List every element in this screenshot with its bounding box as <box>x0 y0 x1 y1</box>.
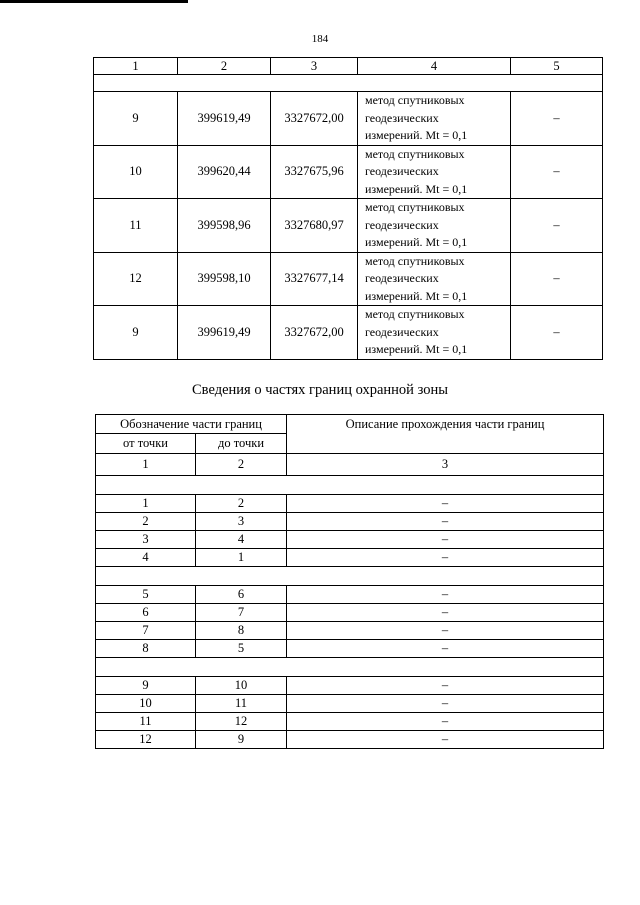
from-point-cell: 2 <box>96 513 196 531</box>
to-point-cell: 8 <box>196 622 287 640</box>
point-number-cell: 9 <box>94 92 178 146</box>
boundary-part-row <box>96 495 604 513</box>
separator-cell <box>96 476 604 495</box>
boundary-part-row <box>96 731 604 749</box>
boundary-part-row <box>96 695 604 713</box>
to-point-cell: 12 <box>196 713 287 731</box>
from-point-cell: 7 <box>96 622 196 640</box>
page-number: 184 <box>311 33 329 45</box>
description-cell: – <box>287 695 604 713</box>
boundary-part-row <box>96 640 604 658</box>
column-number: 5 <box>511 58 603 75</box>
section-title: Сведения о частях границ охранной зоны <box>192 382 448 398</box>
to-point-cell: 1 <box>196 549 287 567</box>
method-line: метод спутниковых <box>365 307 465 321</box>
separator-row <box>94 75 603 92</box>
coordinate-row <box>94 145 603 199</box>
column-number: 2 <box>196 454 287 476</box>
boundary-part-row <box>96 622 604 640</box>
boundary-part-row <box>96 531 604 549</box>
header-row <box>96 415 604 434</box>
method-line: геодезических <box>365 164 439 178</box>
to-point-cell: 11 <box>196 695 287 713</box>
note-cell: – <box>511 306 603 360</box>
header-desc-cell: Описание прохождения части границ <box>287 415 604 454</box>
point-number-cell: 9 <box>94 306 178 360</box>
coordinates-table <box>93 57 603 360</box>
method-line: геодезических <box>365 271 439 285</box>
method-line: геодезических <box>365 217 439 232</box>
x-coordinate-cell: 399598,10 <box>178 252 271 306</box>
method-cell <box>358 92 511 146</box>
method-cell <box>358 306 511 360</box>
header-to-cell: до точки <box>196 434 287 454</box>
method-cell <box>358 252 511 306</box>
from-point-cell: 10 <box>96 695 196 713</box>
method-line: геодезических <box>365 324 439 339</box>
boundary-part-row <box>96 549 604 567</box>
column-number: 3 <box>287 454 604 476</box>
separator-row <box>96 476 604 495</box>
coordinate-row <box>94 199 603 253</box>
boundary-part-row <box>96 513 604 531</box>
description-cell: – <box>287 677 604 695</box>
boundary-parts-table <box>95 414 604 749</box>
header-from-cell: от точки <box>96 434 196 454</box>
to-point-cell: 9 <box>196 731 287 749</box>
to-point-cell: 6 <box>196 586 287 604</box>
to-point-cell: 4 <box>196 531 287 549</box>
to-point-cell: 2 <box>196 495 287 513</box>
coordinate-row <box>94 92 603 146</box>
separator-row <box>96 567 604 586</box>
note-cell: – <box>511 199 603 253</box>
coordinate-row <box>94 252 603 306</box>
description-cell: – <box>287 531 604 549</box>
separator-cell <box>96 658 604 677</box>
description-cell: – <box>287 586 604 604</box>
point-number-cell: 10 <box>94 145 178 199</box>
x-coordinate-cell: 399619,49 <box>178 306 271 360</box>
column-number: 2 <box>178 58 271 75</box>
method-line: измерений. Mt = 0,1 <box>365 181 468 196</box>
method-line: метод спутниковых <box>365 200 465 214</box>
note-cell: – <box>511 252 603 306</box>
description-cell: – <box>287 713 604 731</box>
header-group-cell: Обозначение части границ <box>96 415 287 434</box>
description-cell: – <box>287 640 604 658</box>
from-point-cell: 8 <box>96 640 196 658</box>
coordinate-row <box>94 306 603 360</box>
from-point-cell: 5 <box>96 586 196 604</box>
to-point-cell: 3 <box>196 513 287 531</box>
column-number-row <box>96 454 604 476</box>
method-cell <box>358 199 511 253</box>
description-cell: – <box>287 549 604 567</box>
description-cell: – <box>287 513 604 531</box>
description-cell: – <box>287 495 604 513</box>
boundary-part-row <box>96 586 604 604</box>
description-cell: – <box>287 731 604 749</box>
column-number: 3 <box>271 58 358 75</box>
method-line: геодезических <box>365 110 439 125</box>
to-point-cell: 5 <box>196 640 287 658</box>
method-line: измерений. Mt = 0,1 <box>365 128 468 142</box>
from-point-cell: 6 <box>96 604 196 622</box>
method-line: метод спутниковых <box>365 146 465 161</box>
x-coordinate-cell: 399598,96 <box>178 199 271 253</box>
separator-cell <box>96 567 604 586</box>
from-point-cell: 11 <box>96 713 196 731</box>
description-cell: – <box>287 604 604 622</box>
point-number-cell: 11 <box>94 199 178 253</box>
method-line: измерений. Mt = 0,1 <box>365 235 468 249</box>
separator-cell <box>94 75 603 92</box>
column-number-row <box>94 58 603 75</box>
from-point-cell: 9 <box>96 677 196 695</box>
boundary-part-row <box>96 604 604 622</box>
separator-row <box>96 658 604 677</box>
y-coordinate-cell: 3327675,96 <box>271 145 358 199</box>
y-coordinate-cell: 3327680,97 <box>271 199 358 253</box>
boundary-part-row <box>96 713 604 731</box>
boundary-part-row <box>96 677 604 695</box>
description-cell: – <box>287 622 604 640</box>
column-number: 4 <box>358 58 511 75</box>
method-line: метод спутниковых <box>365 253 465 268</box>
column-number: 1 <box>94 58 178 75</box>
method-cell <box>358 145 511 199</box>
method-line: метод спутниковых <box>365 93 465 107</box>
from-point-cell: 12 <box>96 731 196 749</box>
column-number: 1 <box>96 454 196 476</box>
method-line: измерений. Mt = 0,1 <box>365 288 468 303</box>
y-coordinate-cell: 3327677,14 <box>271 252 358 306</box>
from-point-cell: 3 <box>96 531 196 549</box>
y-coordinate-cell: 3327672,00 <box>271 306 358 360</box>
note-cell: – <box>511 145 603 199</box>
note-cell: – <box>511 92 603 146</box>
from-point-cell: 1 <box>96 495 196 513</box>
x-coordinate-cell: 399619,49 <box>178 92 271 146</box>
point-number-cell: 12 <box>94 252 178 306</box>
top-rule <box>0 0 188 3</box>
x-coordinate-cell: 399620,44 <box>178 145 271 199</box>
y-coordinate-cell: 3327672,00 <box>271 92 358 146</box>
method-line: измерений. Mt = 0,1 <box>365 342 468 356</box>
to-point-cell: 10 <box>196 677 287 695</box>
to-point-cell: 7 <box>196 604 287 622</box>
from-point-cell: 4 <box>96 549 196 567</box>
